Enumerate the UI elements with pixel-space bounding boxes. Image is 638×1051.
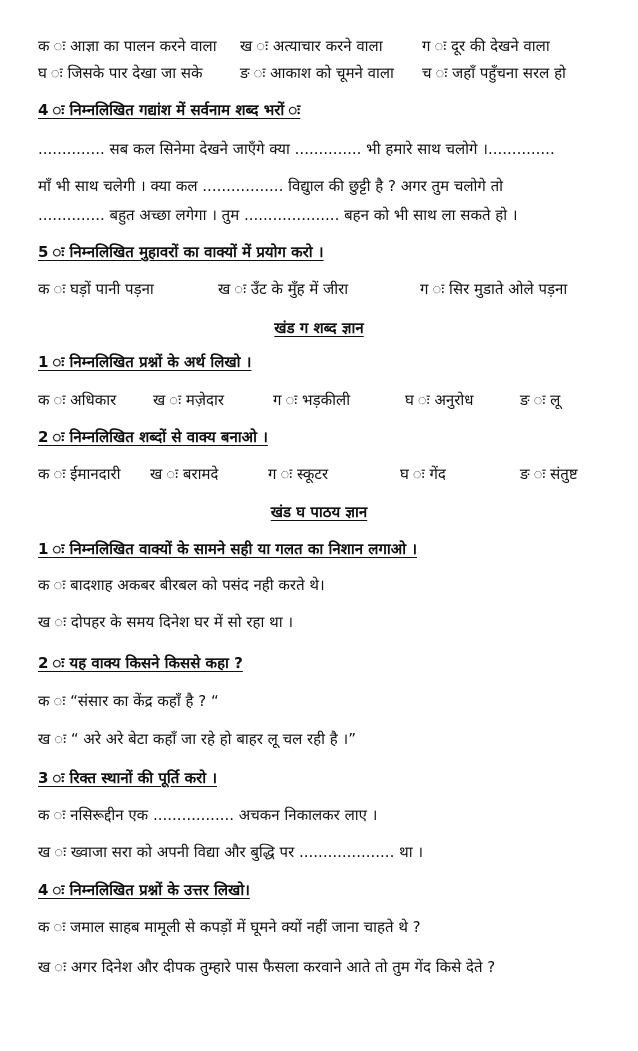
q4-line-3: .............. बहुत अच्छा लगेगा । तुम .................... बहन को भी साथ ला सकते हो । [38, 206, 518, 224]
question-5-heading: 5 ः निम्नलिखित मुहावरों का वाक्यों में प्रयोग करो । [38, 243, 324, 261]
option-nga: ङ ः आकाश को चूमने वाला [240, 64, 394, 82]
option-cha: च ः जहाँ पहुँचना सरल हो [422, 64, 566, 82]
section-gh-question-1-heading: 1 ः निम्नलिखित वाक्यों के सामने सही या गलत का निशान लगाओ । [38, 540, 418, 558]
g2-item-ka: क ः ईमानदारी [38, 465, 121, 483]
g2-item-gha: घ ः गेंद [400, 465, 446, 483]
option-ga: ग ः दूर की देखने वाला [422, 37, 550, 55]
d4-question-ka: क ः जमाल साहब मामूली से कपड़ों में घूमने क्यों नहीं जाना चाहते थे ? [38, 918, 421, 936]
g1-item-kha: ख ः मज़ेदार [153, 391, 224, 409]
section-g-question-2-heading: 2 ः निम्नलिखित शब्दों से वाक्य बनाओ । [38, 428, 268, 446]
option-ka: क ः आज्ञा का पालन करने वाला [38, 37, 217, 55]
q4-line-2: माँ भी साथ चलेगी । क्या कल ................. विद्युाल की छुट्टी है ? अगर तुम चलोगे तो [38, 177, 504, 195]
d2-quote-kha: ख ः “ अरे अरे बेटा कहाँ जा रहे हो बाहर लू चल रही है ।” [38, 730, 356, 748]
section-gh-question-2-heading: 2 ः यह वाक्य किसने किससे कहा ? [38, 654, 243, 672]
q5-item-kha: ख ः उँट के मुँह में जीरा [218, 280, 349, 298]
g2-item-ga: ग ः स्कूटर [268, 465, 329, 483]
g2-item-nga: ङ ः संतुष्ट [520, 465, 578, 483]
section-gh-question-4-heading: 4 ः निम्नलिखित प्रश्नों के उत्तर लिखो। [38, 881, 250, 899]
g1-item-gha: घ ः अनुरोध [405, 391, 474, 409]
question-4-heading: 4 ः निम्नलिखित गद्यांश में सर्वनाम शब्द भरों ः [38, 101, 301, 119]
q5-item-ga: ग ः सिर मुडाते ओले पड़ना [420, 280, 568, 298]
g1-item-ka: क ः अधिकार [38, 391, 117, 409]
g1-item-nga: ङ ः लू [520, 391, 561, 409]
g1-item-ga: ग ः भड़कीली [273, 391, 351, 409]
q4-line-1: .............. सब कल सिनेमा देखने जाएँगे क्या .............. भी हमारे साथ चलोगे ।.............. [38, 140, 555, 158]
d2-quote-ka: क ः “संसार का केंद्र कहाँ है ? “ [38, 692, 219, 710]
d1-statement-kha: ख ः दोपहर के समय दिनेश घर में सो रहा था । [38, 613, 294, 631]
option-kha: ख ः अत्याचार करने वाला [240, 37, 383, 55]
section-gh-question-3-heading: 3 ः रिक्त स्थानों की पूर्ति करो । [38, 769, 218, 787]
d4-question-kha: ख ः अगर दिनेश और दीपक तुम्हारे पास फैसला करवाने आते तो तुम गेंद किसे देते ? [38, 958, 496, 976]
section-gh-title: खंड घ पाठय ज्ञान [270, 503, 368, 521]
d3-blank-ka: क ः नसिरूद्दीन एक ................. अचकन निकालकर लाए । [38, 806, 378, 824]
option-gha: घ ः जिसके पार देखा जा सके [38, 64, 203, 82]
d3-blank-kha: ख ः ख्वाजा सरा को अपनी विद्या और बुद्धि पर .................... था । [38, 843, 424, 861]
g2-item-kha: ख ः बरामदे [150, 465, 219, 483]
d1-statement-ka: क ः बादशाह अकबर बीरबल को पसंद नही करते थे। [38, 576, 325, 594]
q5-item-ka: क ः घड़ों पानी पड़ना [38, 280, 154, 298]
section-g-title: खंड ग शब्द ज्ञान [274, 319, 364, 337]
section-g-question-1-heading: 1 ः निम्नलिखित प्रश्नों के अर्थ लिखो । [38, 353, 252, 371]
